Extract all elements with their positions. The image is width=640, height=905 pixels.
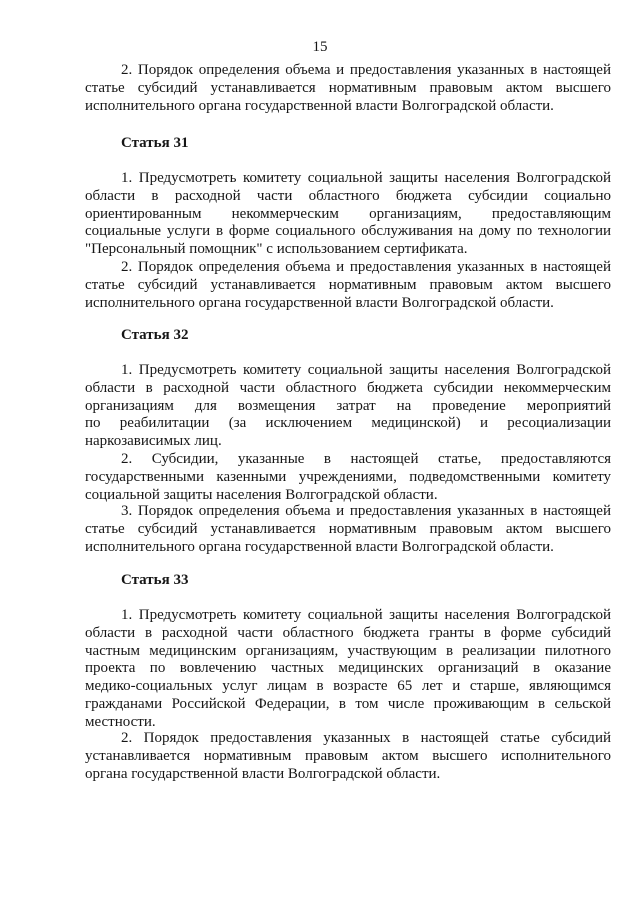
- text-line: статье субсидий устанавливается нормативным правовым актом высшего: [85, 276, 611, 293]
- paragraph-article32-2: [85, 451, 611, 504]
- text-line: 2. Порядок определения объема и предоставления указанных в настоящей: [121, 62, 611, 78]
- text-line: наркозависимых лиц.: [85, 433, 222, 450]
- text-line: статье субсидий устанавливается нормативным правовым актом высшего: [85, 520, 611, 537]
- text-line: ориентированным некоммерческим организациям, предоставляющим: [85, 205, 611, 222]
- paragraph-article31-2: [85, 259, 611, 312]
- text-line: статье субсидий устанавливается нормативным правовым актом высшего: [85, 79, 611, 96]
- article-heading-32: Статья 32: [121, 327, 189, 343]
- text-line: 1. Предусмотреть комитету социальной защиты населения Волгоградской: [121, 607, 611, 623]
- text-line: области в расходной части областного бюджета гранты в форме субсидий: [85, 624, 611, 641]
- text-line: "Персональный помощник" с использованием сертификата.: [85, 241, 468, 258]
- text-line: исполнительного органа государственной власти Волгоградской области.: [85, 294, 554, 311]
- article-heading-33: Статья 33: [121, 572, 189, 588]
- text-line: 1. Предусмотреть комитету социальной защиты населения Волгоградской: [121, 170, 611, 186]
- text-line: устанавливается нормативным правовым актом высшего исполнительного: [85, 747, 611, 764]
- text-line: 2. Порядок определения объема и предоставления указанных в настоящей: [121, 259, 611, 275]
- paragraph-article33-1: [85, 607, 611, 732]
- text-line: исполнительного органа государственной власти Волгоградской области.: [85, 538, 554, 555]
- article-heading-31: Статья 31: [121, 135, 189, 151]
- text-line: по реабилитации (за исключением медицинской) и ресоциализации: [85, 415, 611, 432]
- text-line: проекта по вовлечению частных медицинских организаций в оказание: [85, 660, 611, 677]
- paragraph-article31-1: [85, 170, 611, 259]
- text-line: гражданами Российской Федерации, в том числе проживающим в сельской: [85, 695, 611, 712]
- paragraph-article32-1: [85, 362, 611, 451]
- text-line: частным медицинским организациям, участвующим в реализации пилотного: [85, 642, 611, 659]
- text-line: органа государственной власти Волгоградской области.: [85, 765, 441, 782]
- text-line: местности.: [85, 713, 156, 730]
- text-line: 2. Субсидии, указанные в настоящей статье, предоставляются: [121, 451, 611, 467]
- text-line: медико-социальных услуг лицам в возрасте 65 лет и старше, являющимся: [85, 678, 611, 695]
- text-line: организациям для возмещения затрат на проведение мероприятий: [85, 397, 611, 414]
- paragraph-article30-2: [85, 62, 611, 115]
- text-line: 3. Порядок определения объема и предоставления указанных в настоящей: [121, 503, 611, 519]
- paragraph-article32-3: [85, 503, 611, 556]
- text-line: 1. Предусмотреть комитету социальной защиты населения Волгоградской: [121, 362, 611, 378]
- text-line: государственными казенными учреждениями, подведомственными комитету: [85, 468, 611, 485]
- text-line: области в расходной части областного бюджета субсидии социально: [85, 187, 611, 204]
- text-line: 2. Порядок предоставления указанных в настоящей статье субсидий: [121, 730, 611, 746]
- page-number: 15: [312, 39, 328, 55]
- text-line: социальные услуги в форме социального обслуживания на дому по технологии: [85, 223, 611, 240]
- paragraph-article33-2: [85, 730, 611, 783]
- text-line: области в расходной части областного бюджета субсидии некоммерческим: [85, 379, 611, 396]
- text-line: социальной защиты населения Волгоградской области.: [85, 486, 438, 503]
- text-line: исполнительного органа государственной власти Волгоградской области.: [85, 97, 554, 114]
